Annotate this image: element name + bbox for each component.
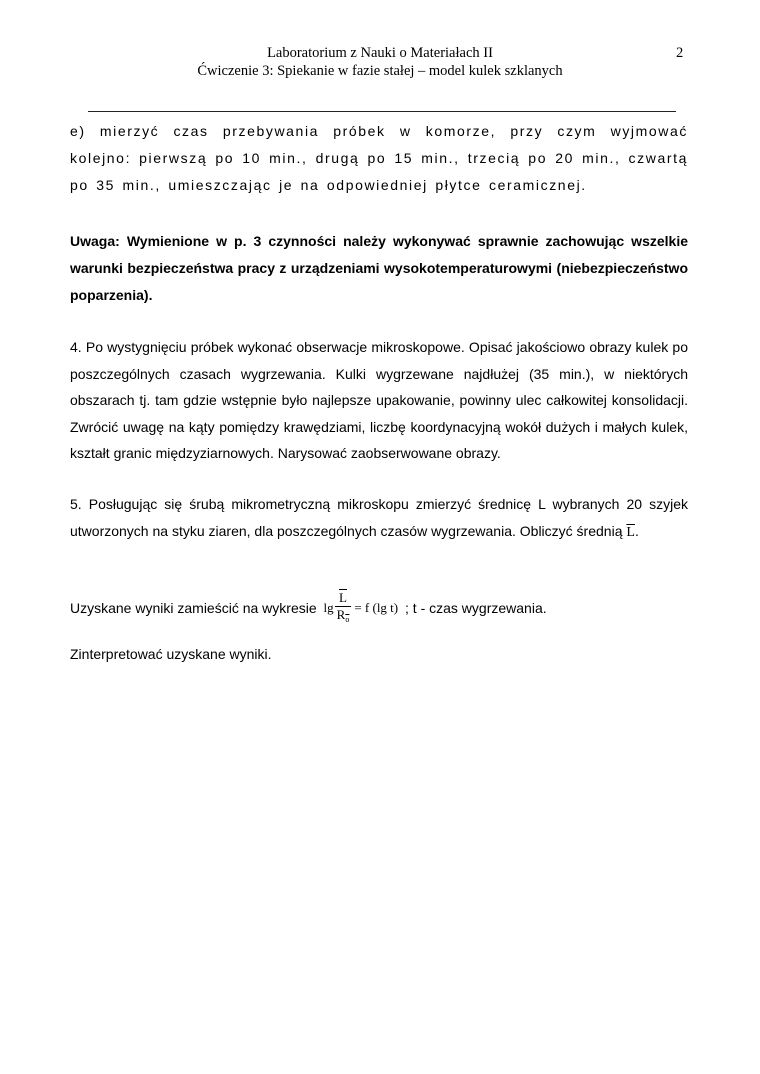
page-number: 2 xyxy=(676,45,684,61)
formula-denominator-letter: R xyxy=(336,607,346,623)
formula-lg: lg xyxy=(323,600,334,616)
item-5-end: . xyxy=(634,522,639,539)
mean-l-symbol: $\overline{L}$ xyxy=(626,524,635,540)
paragraph-item-e: e) mierzyć czas przebywania próbek w komorze, przy czym wyjmować kolejno: pierwszą po 10 min., drugą po 15 min., trzecią po 20 min., czwartą po 35 min., umieszczając je na odpowiedniej płytce ceramicznej. xyxy=(70,123,688,193)
header-course-title: Laboratorium z Nauki o Materiałach II xyxy=(267,45,493,61)
result-prefix: Uzyskane wyniki zamieścić na wykresie xyxy=(70,600,317,616)
formula-denominator xyxy=(335,607,352,628)
header-exercise-title: Ćwiczenie 3: Spiekanie w fazie stałej – model kulek szklanych xyxy=(197,63,563,79)
item-5-text: 5. Posługując się śrubą mikrometryczną mikroskopu zmierzyć średnicę L wybranych 20 szyjek utworzonych na styku ziaren, dla poszczególnych czasów wygrzewania. Obliczyć średnią xyxy=(70,496,688,539)
page-header xyxy=(0,44,760,80)
result-suffix: ; t - czas wygrzewania. xyxy=(405,600,547,616)
formula-denominator-subscript: o xyxy=(345,615,350,625)
plot-formula xyxy=(324,590,399,628)
formula-numerator: $\overline{L}$ xyxy=(335,590,352,607)
formula-fraction xyxy=(335,590,352,628)
header-divider xyxy=(88,111,676,112)
paragraph-result xyxy=(70,588,688,628)
paragraph-final: Zinterpretować uzyskane wyniki. xyxy=(70,646,272,662)
paragraph-item-4: 4. Po wystygnięciu próbek wykonać obserwacje mikroskopowe. Opisać jakościowo obrazy kulek po poszczególnych czasach wygrzewania. Kulki wygrzewane najdłużej (35 min.), w niektórych obszarach tj. tam gdzie wstępnie było najlepsze upakowanie, powinny ulec całkowitej konsolidacji. Zwrócić uwagę na kąty pomiędzy krawędziami, liczbę koordynacyjną wokół dużych i małych kulek, kształt granic międzyziarnowych. Narysować zaobserwowane obrazy. xyxy=(70,339,688,461)
safety-note: Uwaga: Wymienione w p. 3 czynności należy wykonywać sprawnie zachowując wszelkie warunki bezpieczeństwa pracy z urządzeniami wysokotemperaturowymi (niebezpieczeństwo poparzenia). xyxy=(70,233,688,303)
paragraph-item-5 xyxy=(70,491,688,546)
formula-rhs: = f (lg t) xyxy=(354,600,399,616)
